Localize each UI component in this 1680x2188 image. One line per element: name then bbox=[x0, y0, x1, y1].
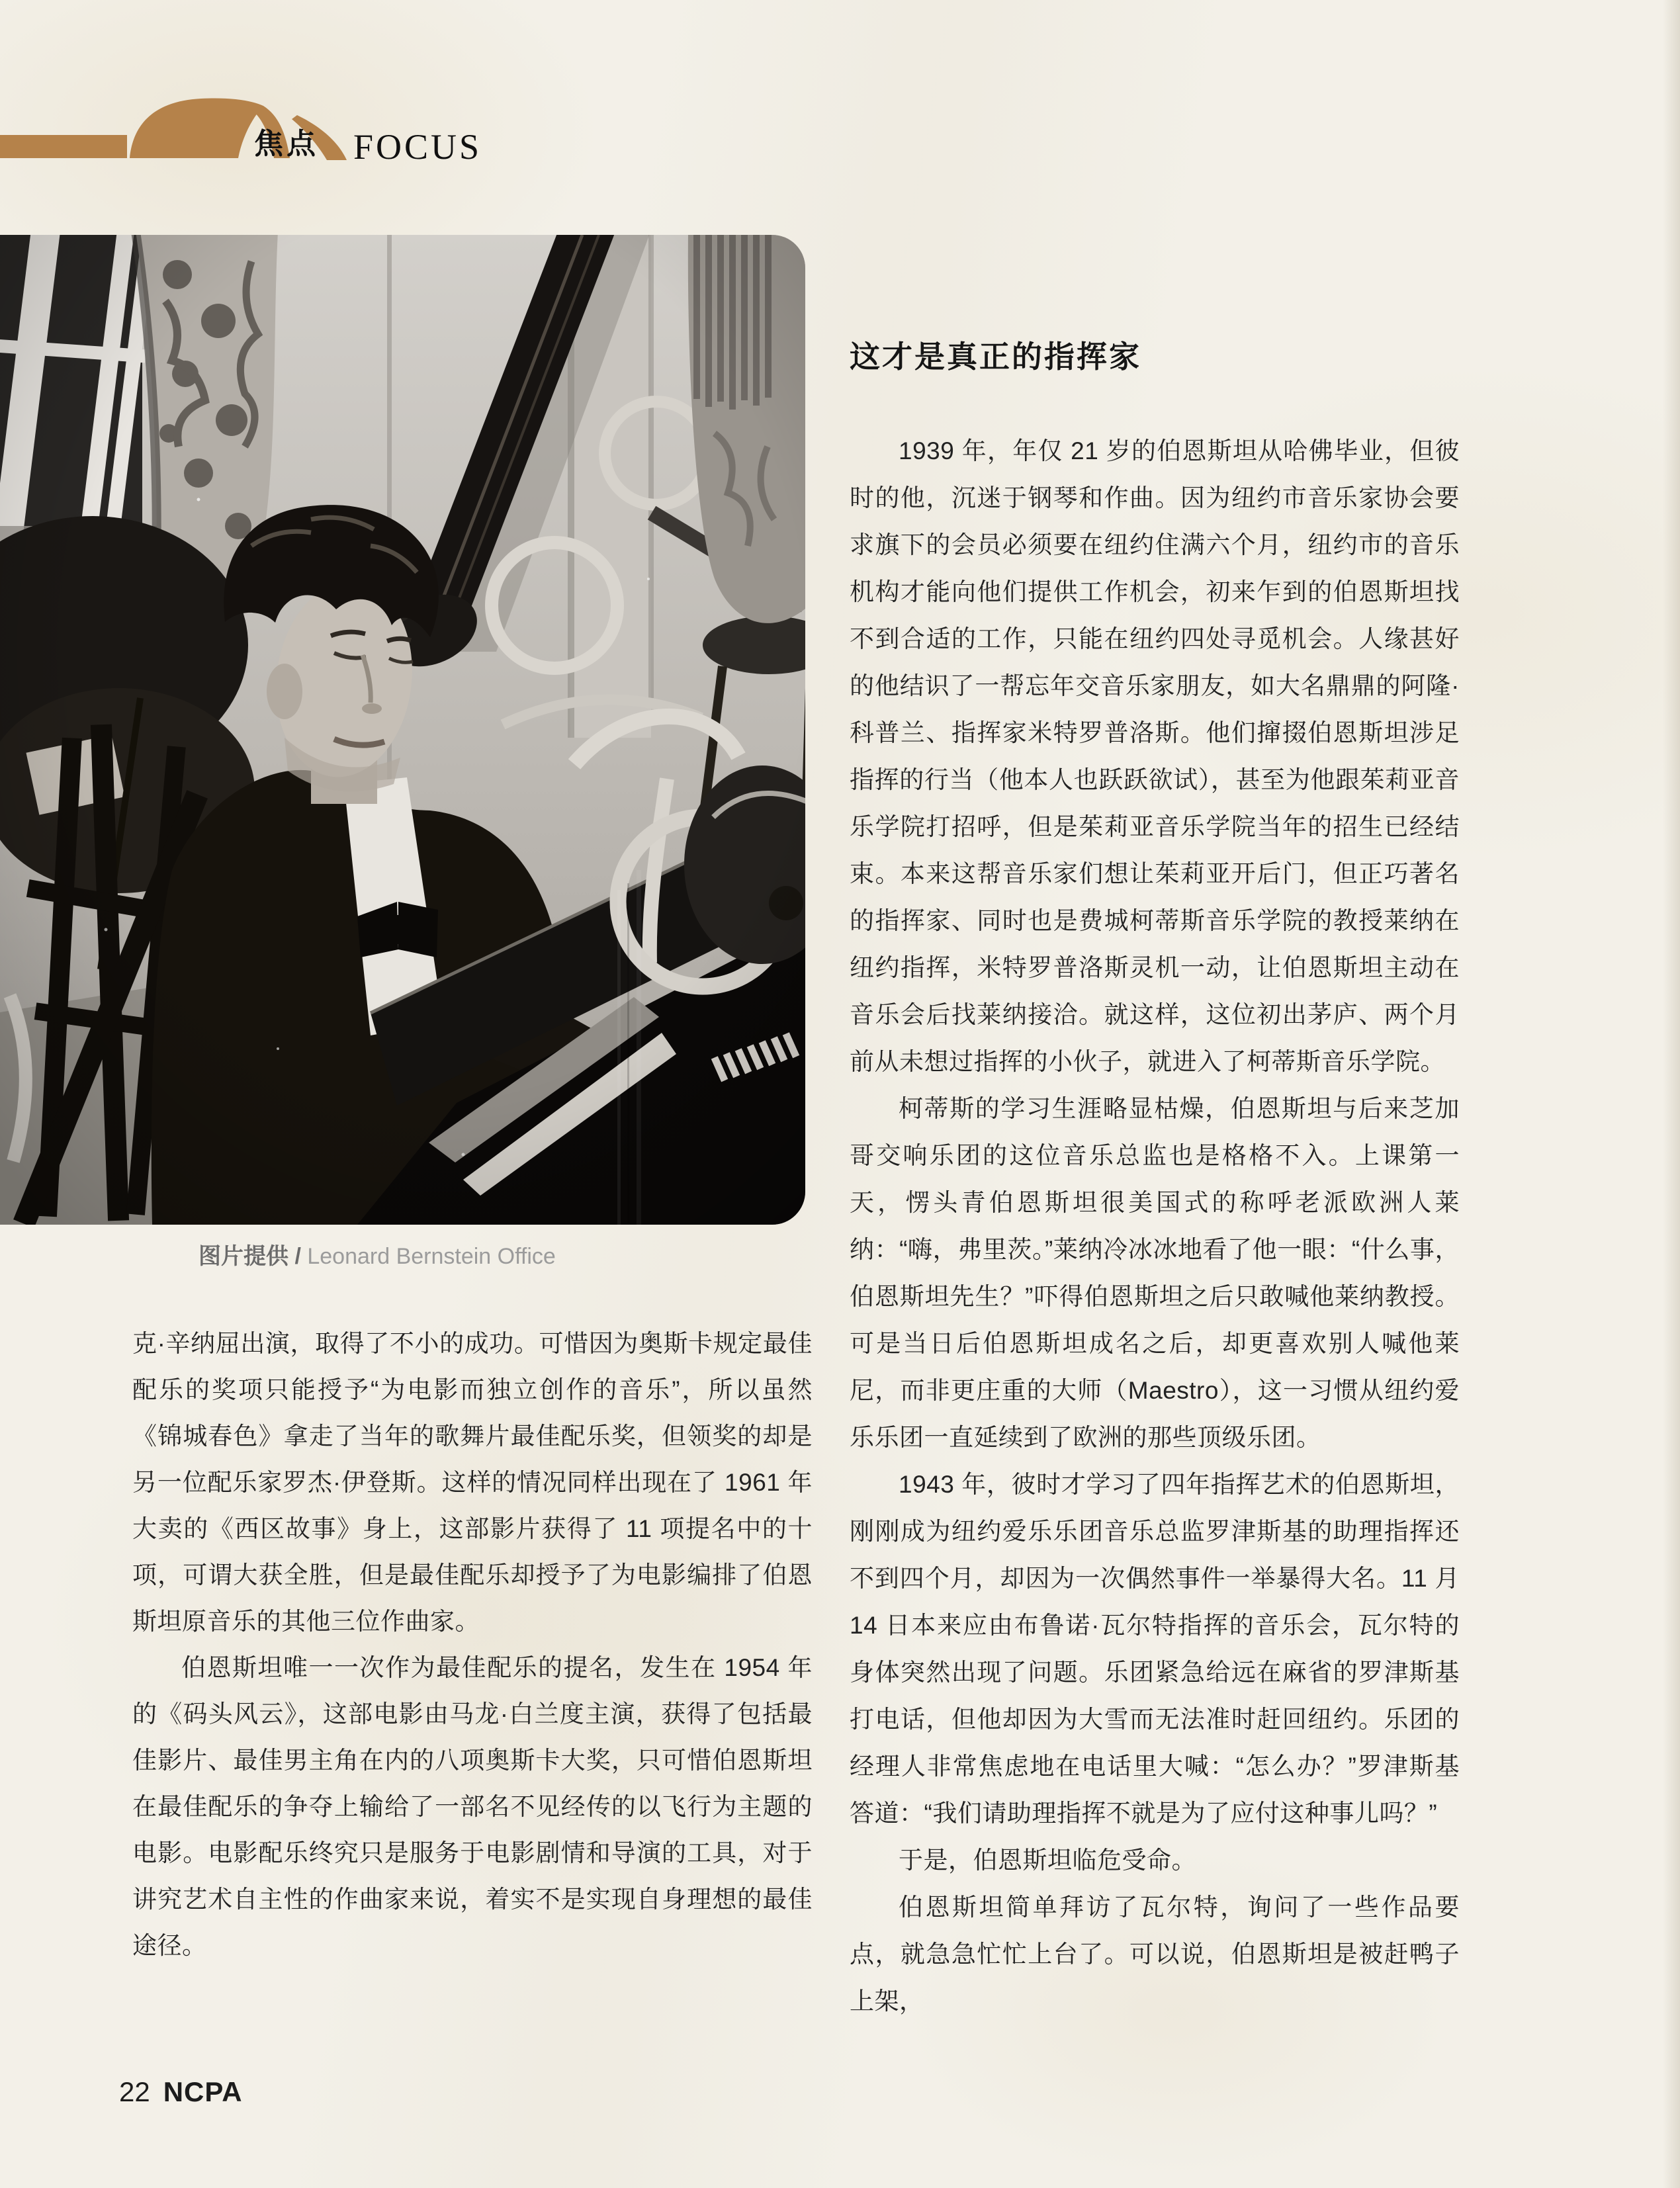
section-title-cn: 焦点 bbox=[254, 128, 319, 160]
paragraph: 1939 年，年仅 21 岁的伯恩斯坦从哈佛毕业，但彼时的他，沉迷于钢琴和作曲。因为纽约市音乐家协会要求旗下的会员必须要在纽约住满六个月，纽约市的音乐机构才能向他们提供工作机会，初来乍到的伯恩斯坦找不到合适的工作，只能在纽约四处寻觅机会。人缘甚好的他结识了一帮忘年交音乐家朋友，如大名鼎鼎的阿隆·科普兰、指挥家米特罗普洛斯。他们撺掇伯恩斯坦涉足指挥的行当（他本人也跃跃欲试），甚至为他跟茱莉亚音乐学院打招呼，但是茱莉亚音乐学院当年的招生已经结束。本来这帮音乐家们想让茱莉亚开后门，但正巧著名的指挥家、同时也是费城柯蒂斯音乐学院的教授莱纳在纽约指挥，米特罗普洛斯灵机一动，让伯恩斯坦主动在音乐会后找莱纳接洽。就这样，这位初出茅庐、两个月前从未想过指挥的小伙子，就进入了柯蒂斯音乐学院。 bbox=[850, 437, 1460, 1075]
right-text-column bbox=[850, 427, 1460, 2025]
paragraph: 克·辛纳屈出演，取得了不小的成功。可惜因为奥斯卡规定最佳配乐的奖项只能授予“为电影而独立创作的音乐”，所以虽然《锦城春色》拿走了当年的歌舞片最佳配乐奖，但领奖的却是另一位配乐家罗杰·伊登斯。这样的情况同样出现在了 1961 年大卖的《西区故事》身上，这部影片获得了 11 项提名中的十项，可谓大获全胜，但是最佳配乐却授予了为电影编排了伯恩斯坦原音乐的其他三位作曲家。 bbox=[132, 1330, 813, 1635]
brand-label: NCPA bbox=[163, 2076, 243, 2107]
paragraph: 伯恩斯坦简单拜访了瓦尔特，询问了一些作品要点，就急急忙忙上台了。可以说，伯恩斯坦是被赶鸭子上架， bbox=[850, 1894, 1460, 2015]
paragraph: 柯蒂斯的学习生涯略显枯燥，伯恩斯坦与后来芝加哥交响乐团的这位音乐总监也是格格不入。上课第一天，愣头青伯恩斯坦很美国式的称呼老派欧洲人莱纳：“嗨，弗里茨。”莱纳冷冰冰地看了他一眼：“什么事，伯恩斯坦先生？”吓得伯恩斯坦之后只敢喊他莱纳教授。可是当日后伯恩斯坦成名之后，却更喜欢别人喊他莱尼，而非更庄重的大师（Maestro），这一习惯从纽约爱乐乐团一直延续到了欧洲的那些顶级乐团。 bbox=[850, 1095, 1460, 1451]
page-number: 22 bbox=[119, 2076, 150, 2107]
bernstein-photo bbox=[0, 235, 805, 1225]
left-text-column bbox=[132, 1321, 813, 1969]
photo-caption-prefix: 图片提供 / bbox=[199, 1244, 308, 1269]
photo-caption-credit: Leonard Bernstein Office bbox=[307, 1244, 556, 1269]
paragraph: 于是，伯恩斯坦临危受命。 bbox=[899, 1847, 1196, 1874]
photo-caption bbox=[199, 1241, 556, 1272]
section-title-en: FOCUS bbox=[353, 127, 482, 167]
paragraph: 伯恩斯坦唯一一次作为最佳配乐的提名，发生在 1954 年的《码头风云》，这部电影由马龙·白兰度主演，获得了包括最佳影片、最佳男主角在内的八项奥斯卡大奖，只可惜伯恩斯坦在最佳配乐的争夺上输给了一部名不见经传的以飞行为主题的电影。电影配乐终究只是服务于电影剧情和导演的工具，对于讲究艺术自主性的作曲家来说，着实不是实现自身理想的最佳途径。 bbox=[132, 1654, 813, 1959]
page-footer bbox=[119, 2075, 243, 2109]
article-heading: 这才是真正的指挥家 bbox=[850, 339, 1141, 374]
paragraph: 1943 年，彼时才学习了四年指挥艺术的伯恩斯坦，刚刚成为纽约爱乐乐团音乐总监罗津斯基的助理指挥还不到四个月，却因为一次偶然事件一举暴得大名。11 月 14 日本来应由布鲁诺·瓦尔特指挥的音乐会，瓦尔特的身体突然出现了问题。乐团紧急给远在麻省的罗津斯基打电话，但他却因为大雪而无法准时赶回纽约。乐团的经理人非常焦虑地在电话里大喊：“怎么办？”罗津斯基答道：“我们请助理指挥不就是为了应付这种事儿吗？” bbox=[850, 1471, 1460, 1827]
